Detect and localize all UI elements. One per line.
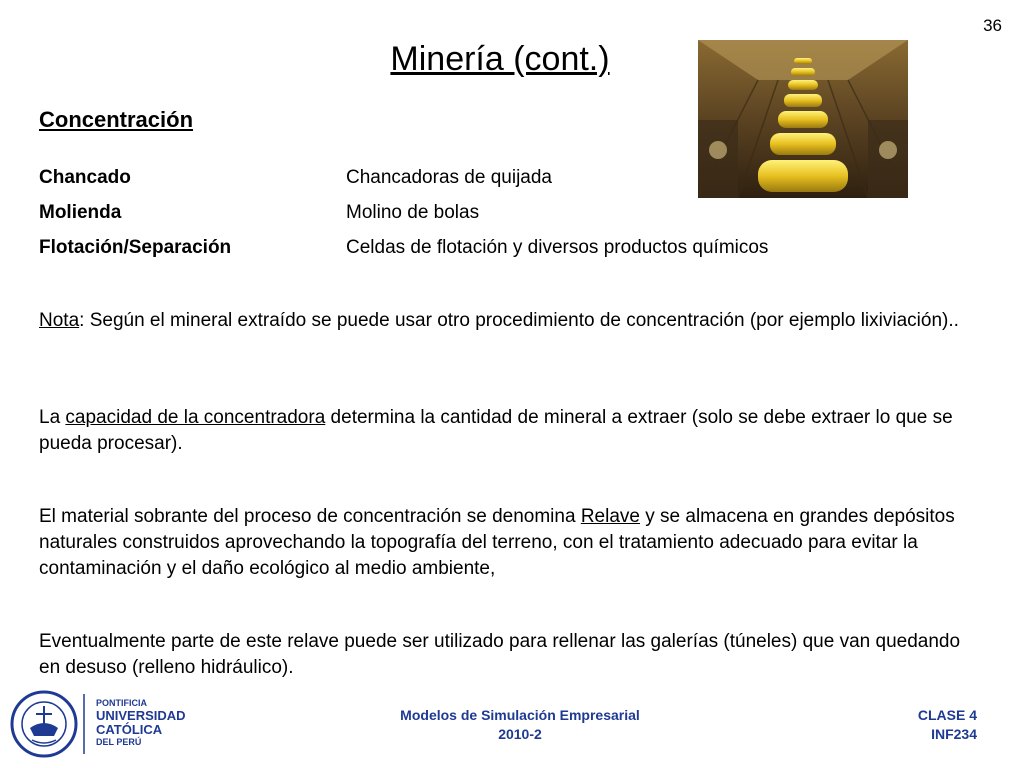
capacidad-term: capacidad de la concentradora	[65, 407, 326, 428]
row-value: Celdas de flotación y diversos productos químicos	[346, 237, 769, 258]
slide-title: Minería (cont.)	[390, 40, 610, 78]
footer-clase: CLASE 4	[917, 707, 977, 723]
page-number: 36	[983, 16, 1002, 35]
university-logo	[8, 688, 208, 760]
nota-label: Nota	[39, 310, 80, 331]
relave-pre: El material sobrante del proceso de concentración se denomina	[39, 506, 581, 527]
relave-term: Relave	[580, 506, 640, 527]
row-value: Chancadoras de quijada	[346, 167, 552, 188]
capacidad-paragraph	[39, 405, 979, 457]
footer-course	[330, 706, 710, 744]
mill-photo	[698, 40, 908, 198]
section-title: Concentración	[39, 107, 194, 132]
list-item	[39, 202, 479, 224]
eventualmente-paragraph: Eventualmente parte de este relave puede ser utilizado para rellenar las galerías (túneles) que van quedando en desuso (relleno hidráulico).	[39, 631, 961, 678]
logo-line4: DEL PERÚ	[96, 737, 142, 747]
nota-text: : Según el mineral extraído se puede usar otro procedimiento de concentración (por ejemplo lixiviación)..	[79, 310, 959, 331]
footer-term: 2010-2	[498, 726, 542, 742]
footer-code: INF234	[931, 726, 977, 742]
footer-course-name: Modelos de Simulación Empresarial	[400, 707, 640, 723]
footer-class-info	[918, 706, 977, 744]
capacidad-post: determina la cantidad de mineral a extraer (solo se debe extraer lo que se pueda procesar).	[39, 407, 953, 454]
row-value: Molino de bolas	[346, 202, 480, 223]
nota-paragraph	[39, 308, 979, 334]
list-item	[39, 167, 552, 189]
logo-line1: PONTIFICIA	[96, 698, 147, 708]
logo-line2: UNIVERSIDAD	[96, 708, 186, 723]
relave-paragraph	[39, 504, 979, 582]
row-label: Chancado	[39, 167, 131, 188]
row-label: Flotación/Separación	[39, 237, 232, 258]
relave-post: y se almacena en grandes depósitos naturales construidos aprovechando la topografía del terreno, con el tratamiento adecuado para evitar la contaminación y el daño ecológico al medio ambiente,	[39, 506, 955, 579]
row-label: Molienda	[39, 202, 122, 223]
capacidad-pre: La	[39, 407, 66, 428]
logo-line3: CATÓLICA	[96, 722, 163, 737]
list-item	[39, 237, 768, 259]
